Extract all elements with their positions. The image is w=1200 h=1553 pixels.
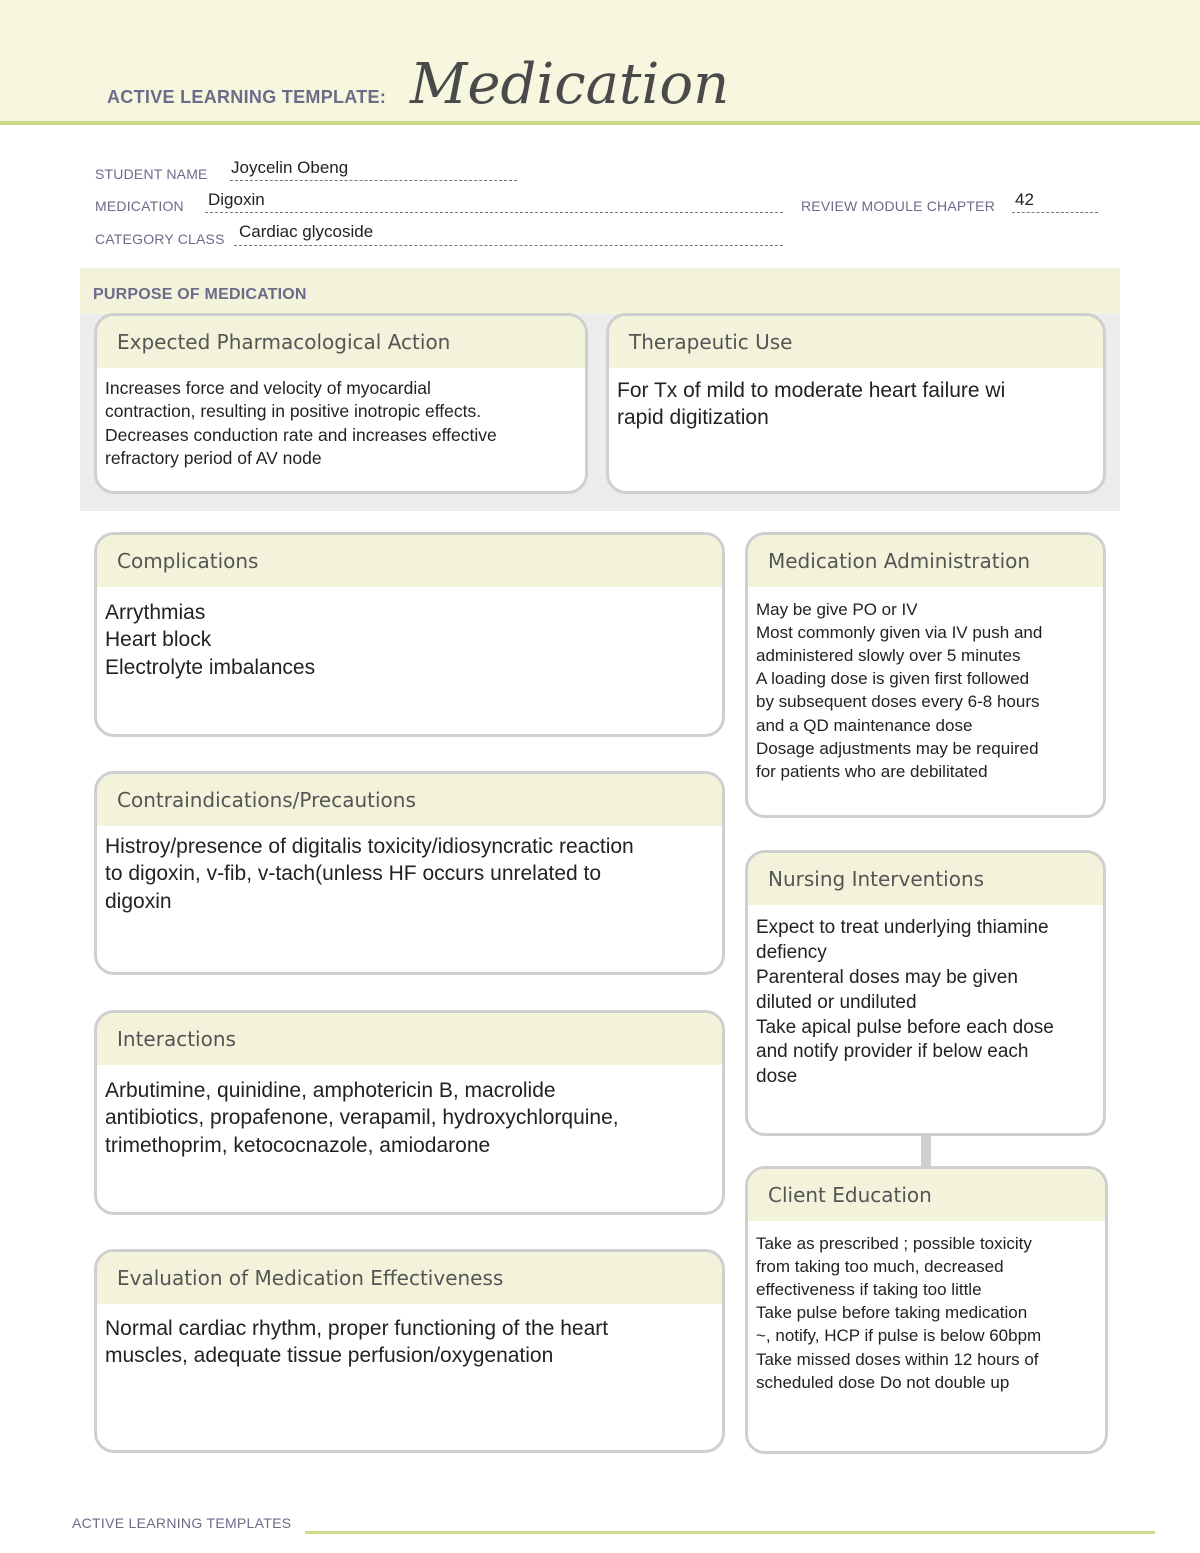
complications-title: Complications xyxy=(97,535,722,587)
student-name-line xyxy=(230,180,517,181)
student-name-label: STUDENT NAME xyxy=(95,166,208,182)
medication-administration-title: Medication Administration xyxy=(748,535,1103,587)
page-title: Medication xyxy=(410,52,730,117)
category-class-line xyxy=(234,245,783,246)
review-module-field[interactable]: 42 xyxy=(1015,190,1034,209)
complications-text[interactable]: Arrythmias Heart block Electrolyte imbalances xyxy=(105,601,316,679)
interactions-box xyxy=(94,1010,725,1215)
nursing-interventions-text[interactable]: Expect to treat underlying thiamine defiency Parenteral doses may be given diluted or undiluted Take apical pulse before each dose and notify provider if below each dose xyxy=(756,917,1054,1088)
box-connector xyxy=(921,1135,931,1167)
category-class-label: CATEGORY CLASS xyxy=(95,231,225,247)
footer-divider xyxy=(305,1531,1155,1534)
student-name-field[interactable]: Joycelin Obeng xyxy=(231,158,349,177)
header-divider xyxy=(0,121,1200,125)
client-education-box xyxy=(745,1166,1108,1454)
contraindications-box xyxy=(94,771,725,975)
review-module-label: REVIEW MODULE CHAPTER xyxy=(801,198,995,214)
expected-action-text[interactable]: Increases force and velocity of myocardial contraction, resulting in positive inotropic effects. Decreases conduction rate and increases effective refractory period of AV node xyxy=(105,378,497,468)
interactions-text[interactable]: Arbutimine, quinidine, amphotericin B, macrolide antibiotics, propafenone, verapamil, hydroxychlorquine, trimethoprim, ketococnazole, amiodarone xyxy=(105,1079,619,1157)
medication-label: MEDICATION xyxy=(95,198,184,214)
medication-line xyxy=(205,212,783,213)
evaluation-box xyxy=(94,1249,725,1453)
medication-administration-box xyxy=(745,532,1106,818)
therapeutic-use-title: Therapeutic Use xyxy=(609,316,1103,368)
client-education-text[interactable]: Take as prescribed ; possible toxicity from taking too much, decreased effectiveness if taking too little Take pulse before taking medication ~, notify, HCP if pulse is below 60bpm Take missed doses within 12 hours of scheduled dose Do not double up xyxy=(756,1234,1042,1392)
medication-field[interactable]: Digoxin xyxy=(208,190,265,209)
category-class-field[interactable]: Cardiac glycoside xyxy=(239,222,374,241)
therapeutic-use-box xyxy=(606,313,1106,494)
interactions-title: Interactions xyxy=(97,1013,722,1065)
contraindications-title: Contraindications/Precautions xyxy=(97,774,722,826)
medication-administration-text[interactable]: May be give PO or IV Most commonly given via IV push and administered slowly over 5 minutes A loading dose is given first followed by subsequent doses every 6-8 hours and a QD maintenance dose Dosage adjustments may be required for patients who are debilitated xyxy=(756,600,1043,781)
contraindications-text[interactable]: Histroy/presence of digitalis toxicity/idiosyncratic reaction to digoxin, v-fib, v-tach(unless HF occurs unrelated to digoxin xyxy=(105,835,634,913)
expected-action-title: Expected Pharmacological Action xyxy=(97,316,585,368)
therapeutic-use-text[interactable]: For Tx of mild to moderate heart failure wi rapid digitization xyxy=(617,379,1006,429)
evaluation-title: Evaluation of Medication Effectiveness xyxy=(97,1252,722,1304)
complications-box xyxy=(94,532,725,737)
footer-label: ACTIVE LEARNING TEMPLATES xyxy=(72,1515,292,1531)
template-label: ACTIVE LEARNING TEMPLATE: xyxy=(107,87,387,107)
nursing-interventions-box xyxy=(745,850,1106,1136)
evaluation-text[interactable]: Normal cardiac rhythm, proper functioning of the heart muscles, adequate tissue perfusion/oxygenation xyxy=(105,1317,609,1368)
expected-action-box xyxy=(94,313,588,494)
purpose-label: PURPOSE OF MEDICATION xyxy=(93,286,307,303)
client-education-title: Client Education xyxy=(748,1169,1105,1221)
nursing-interventions-title: Nursing Interventions xyxy=(748,853,1103,905)
review-module-line xyxy=(1012,212,1098,213)
